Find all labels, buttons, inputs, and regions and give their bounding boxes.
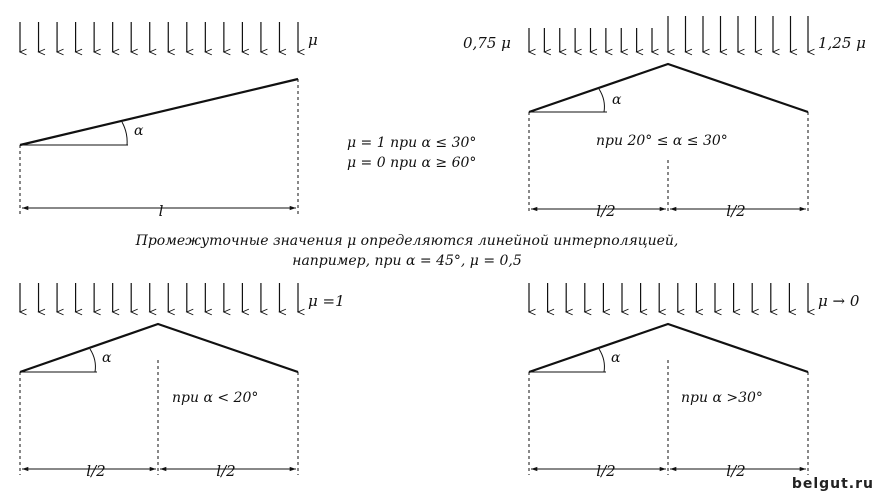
half-span-label-right: l/2 [726, 202, 746, 220]
condition-label: при α >30° [681, 390, 763, 406]
condition-label: при 20° ≤ α ≤ 30° [596, 133, 728, 149]
roof-outline [529, 324, 808, 372]
half-span-label-left: l/2 [86, 462, 106, 480]
span-label: l [158, 202, 164, 220]
roof-slope [20, 79, 298, 145]
angle-label: α [134, 123, 144, 139]
load-arrows-right [668, 16, 808, 52]
angle-arc [122, 122, 127, 145]
half-span-label-right: l/2 [216, 462, 236, 480]
angle-label: α [611, 350, 621, 366]
roof-outline [529, 64, 808, 112]
diagram-top-left [20, 22, 476, 220]
diagram-bottom-left [20, 283, 345, 480]
condition-label: при α < 20° [172, 390, 259, 406]
interpolation-note-line-2: например, при α = 45°, μ = 0,5 [292, 253, 522, 269]
condition-line-2: μ = 0 при α ≥ 60° [347, 155, 477, 171]
angle-arc [90, 349, 95, 372]
left-load-label: 0,75 μ [463, 34, 511, 52]
diagram-bottom-right [529, 283, 860, 480]
load-label: μ → 0 [818, 292, 860, 310]
angle-arc [599, 349, 604, 372]
angle-arc [599, 89, 604, 112]
half-span-label-right: l/2 [726, 462, 746, 480]
load-arrows [20, 283, 298, 312]
load-arrows [529, 283, 808, 312]
half-span-label-left: l/2 [596, 202, 616, 220]
load-arrows [20, 22, 298, 52]
angle-label: α [102, 350, 112, 366]
load-label: μ [308, 31, 318, 49]
load-arrows-left [529, 28, 652, 52]
condition-line-1: μ = 1 при α ≤ 30° [347, 135, 477, 151]
right-load-label: 1,25 μ [818, 34, 866, 52]
angle-label: α [612, 92, 622, 108]
interpolation-note-line-1: Промежуточные значения μ определяются линейной интерполяцией, [135, 233, 679, 249]
diagram-top-right [463, 16, 866, 220]
watermark: belgut.ru [791, 476, 874, 492]
roof-outline [20, 324, 298, 372]
load-label: μ =1 [308, 292, 345, 310]
half-span-label-left: l/2 [596, 462, 616, 480]
